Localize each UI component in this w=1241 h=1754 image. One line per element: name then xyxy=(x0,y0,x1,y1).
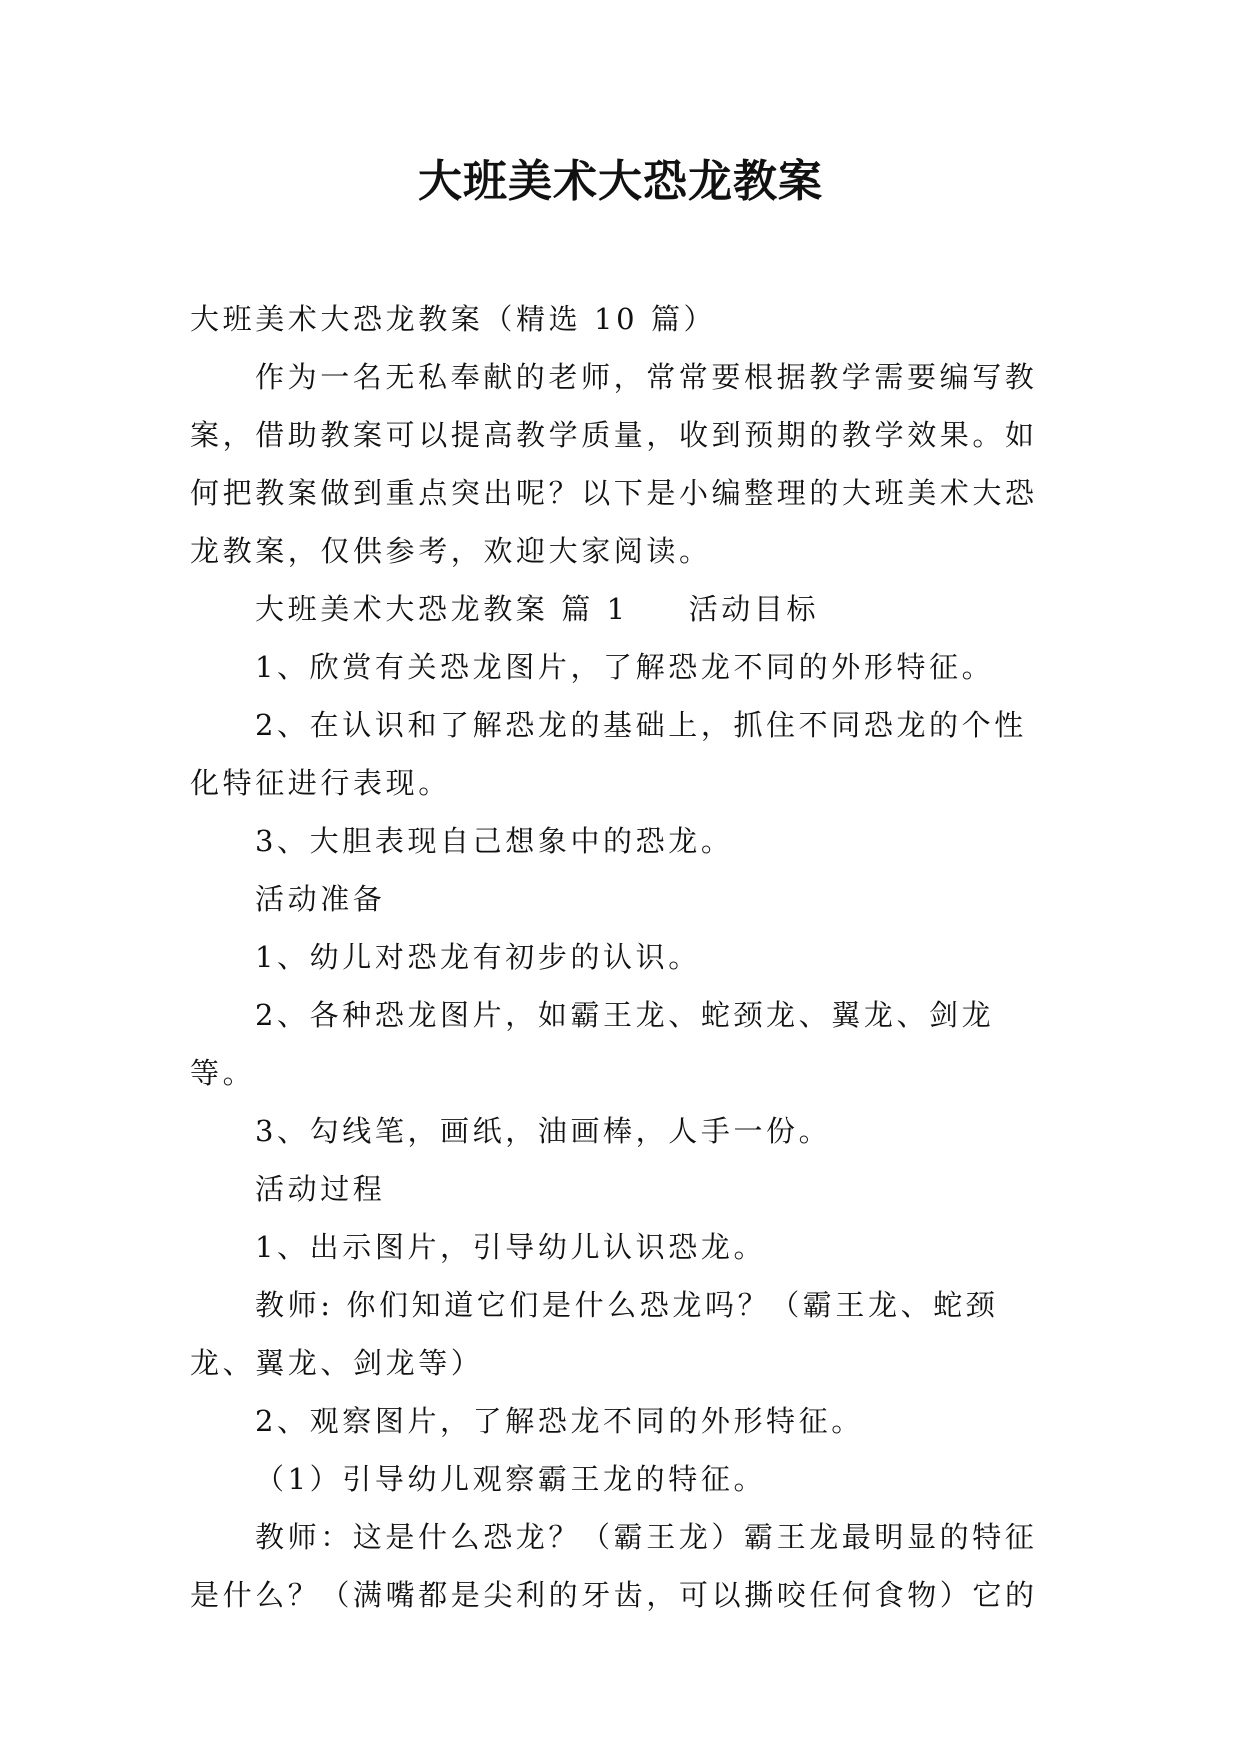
goal-item-3: 3、大胆表现自己想象中的恐龙。 xyxy=(255,824,734,858)
process-item-5: 教师：这是什么恐龙？（霸王龙）霸王龙最明显的特征是什么？（满嘴都是尖利的牙齿，可以撕咬任何食物）它的 xyxy=(190,1520,1038,1612)
goal-heading: 活动目标 xyxy=(688,592,820,626)
process-item-4: （1）引导幼儿观察霸王龙的特征。 xyxy=(255,1462,767,1496)
process-item-1: 1、出示图片，引导幼儿认识恐龙。 xyxy=(255,1230,767,1264)
process-item-2: 教师: 你们知道它们是什么恐龙吗？（霸王龙、蛇颈龙、翼龙、剑龙等） xyxy=(190,1288,999,1380)
prep-item-3: 3、勾线笔，画纸，油画棒，人手一份。 xyxy=(255,1114,832,1148)
intro-paragraph: 作为一名无私奉献的老师，常常要根据教学需要编写教案，借助教案可以提高教学质量，收到预期的教学效果。如何把教案做到重点突出呢？以下是小编整理的大班美术大恐龙教案，仅供参考，欢迎大家阅读。 xyxy=(190,360,1038,568)
goal-item-1: 1、欣赏有关恐龙图片，了解恐龙不同的外形特征。 xyxy=(255,650,995,684)
section-heading-line xyxy=(190,580,1052,638)
prep-heading: 活动准备 xyxy=(255,882,386,916)
document-subtitle: 大班美术大恐龙教案（精选 10 篇） xyxy=(190,302,717,336)
prep-item-2: 2、各种恐龙图片，如霸王龙、蛇颈龙、翼龙、剑龙等。 xyxy=(190,998,995,1090)
goal-item-2: 2、在认识和了解恐龙的基础上，抓住不同恐龙的个性化特征进行表现。 xyxy=(190,708,1027,800)
process-heading: 活动过程 xyxy=(255,1172,386,1206)
section-heading: 大班美术大恐龙教案 篇 1 xyxy=(255,592,629,626)
process-item-3: 2、观察图片，了解恐龙不同的外形特征。 xyxy=(255,1404,864,1438)
document-body xyxy=(190,290,1052,1624)
prep-item-1: 1、幼儿对恐龙有初步的认识。 xyxy=(255,940,701,974)
document-title: 大班美术大恐龙教案 xyxy=(418,156,823,207)
